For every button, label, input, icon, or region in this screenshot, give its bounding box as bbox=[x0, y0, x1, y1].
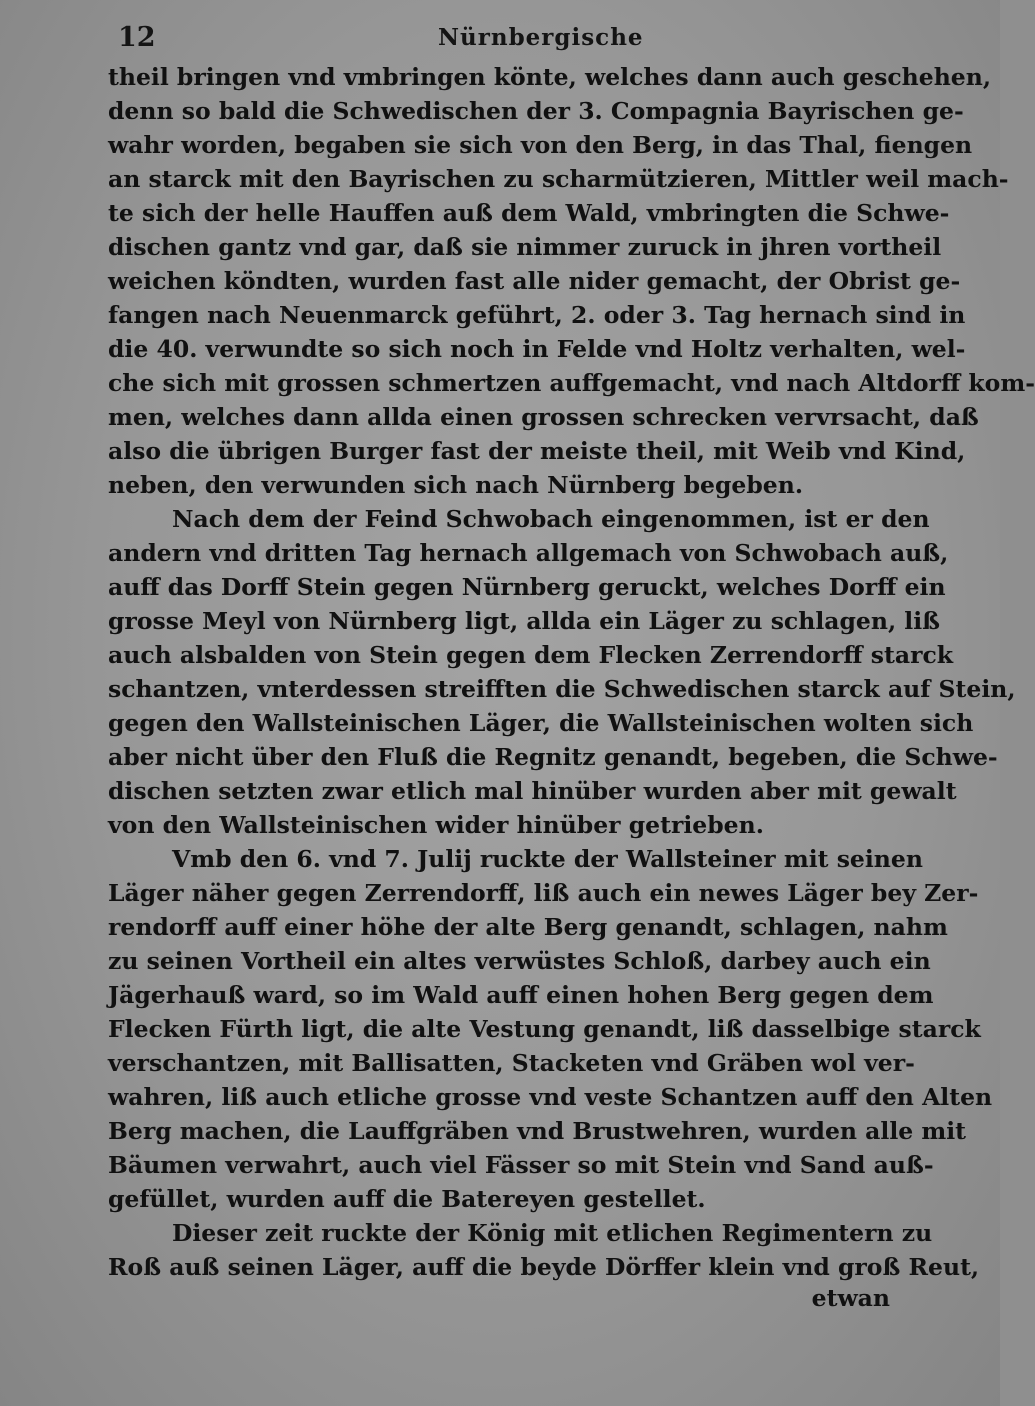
text-line: rendorff auff einer höhe der alte Berg genandt, schlagen, nahm bbox=[108, 913, 948, 941]
text-line: die 40. verwundte so sich noch in Felde vnd Holtz verhalten, wel- bbox=[108, 335, 966, 363]
text-line: weichen köndten, wurden fast alle nider gemacht, der Obrist ge- bbox=[108, 267, 961, 295]
text-line: von den Wallsteinischen wider hinüber getrieben. bbox=[108, 811, 764, 839]
text-line: dischen setzten zwar etlich mal hinüber wurden aber mit gewalt bbox=[108, 777, 957, 805]
text-line: Berg machen, die Lauffgräben vnd Brustwehren, wurden alle mit bbox=[108, 1117, 967, 1145]
text-line: denn so bald die Schwedischen der 3. Compagnia Bayrischen ge- bbox=[108, 97, 964, 125]
text-line: andern vnd dritten Tag hernach allgemach von Schwobach auß, bbox=[108, 539, 949, 567]
text-line: Vmb den 6. vnd 7. Julij ruckte der Wallsteiner mit seinen bbox=[172, 845, 923, 873]
text-line: also die übrigen Burger fast der meiste theil, mit Weib vnd Kind, bbox=[108, 437, 966, 465]
text-line: che sich mit grossen schmertzen auffgemacht, vnd nach Altdorff kom- bbox=[108, 369, 1035, 397]
page-number: 12 bbox=[118, 22, 156, 53]
text-line: Dieser zeit ruckte der König mit etlichen Regimentern zu bbox=[172, 1219, 933, 1247]
running-title: Nürnbergische bbox=[438, 24, 644, 51]
text-line: Flecken Fürth ligt, die alte Vestung genandt, liß dasselbige starck bbox=[108, 1015, 981, 1043]
text-line: te sich der helle Hauffen auß dem Wald, vmbringten die Schwe- bbox=[108, 199, 950, 227]
text-line: Nach dem der Feind Schwobach eingenommen, ist er den bbox=[172, 505, 930, 533]
text-line: men, welches dann allda einen grossen schrecken vervrsacht, daß bbox=[108, 403, 979, 431]
text-line: auch alsbalden von Stein gegen dem Flecken Zerrendorff starck bbox=[108, 641, 954, 669]
text-line: gefüllet, wurden auff die Batereyen gestellet. bbox=[108, 1185, 706, 1213]
text-line: Bäumen verwahrt, auch viel Fässer so mit Stein vnd Sand auß- bbox=[108, 1151, 934, 1179]
page-header bbox=[118, 18, 898, 62]
text-line: schantzen, vnterdessen streifften die Schwedischen starck auf Stein, bbox=[108, 675, 1016, 703]
body-text bbox=[108, 60, 1035, 1284]
text-line: neben, den verwunden sich nach Nürnberg begeben. bbox=[108, 471, 804, 499]
text-line: dischen gantz vnd gar, daß sie nimmer zuruck in jhren vortheil bbox=[108, 233, 942, 261]
text-line: auff das Dorff Stein gegen Nürnberg geruckt, welches Dorff ein bbox=[108, 573, 946, 601]
text-line: an starck mit den Bayrischen zu scharmützieren, Mittler weil mach- bbox=[108, 165, 1009, 193]
text-line: wahren, liß auch etliche grosse vnd veste Schantzen auff den Alten bbox=[108, 1083, 993, 1111]
text-line: Roß auß seinen Läger, auff die beyde Dörffer klein vnd groß Reut, bbox=[108, 1253, 980, 1281]
text-line: zu seinen Vortheil ein altes verwüstes Schloß, darbey auch ein bbox=[108, 947, 931, 975]
text-line: aber nicht über den Fluß die Regnitz genandt, begeben, die Schwe- bbox=[108, 743, 998, 771]
text-line: grosse Meyl von Nürnberg ligt, allda ein Läger zu schlagen, liß bbox=[108, 607, 941, 635]
text-line: Läger näher gegen Zerrendorff, liß auch ein newes Läger bey Zer- bbox=[108, 879, 979, 907]
catchword: etwan bbox=[811, 1284, 890, 1312]
text-line: gegen den Wallsteinischen Läger, die Wallsteinischen wolten sich bbox=[108, 709, 974, 737]
text-line: Jägerhauß ward, so im Wald auff einen hohen Berg gegen dem bbox=[108, 981, 934, 1009]
text-line: wahr worden, begaben sie sich von den Berg, in das Thal, fiengen bbox=[108, 131, 973, 159]
text-line: theil bringen vnd vmbringen könte, welches dann auch geschehen, bbox=[108, 63, 991, 91]
text-line: fangen nach Neuenmarck geführt, 2. oder 3. Tag hernach sind in bbox=[108, 301, 966, 329]
text-line: verschantzen, mit Ballisatten, Stacketen vnd Gräben wol ver- bbox=[108, 1049, 915, 1077]
